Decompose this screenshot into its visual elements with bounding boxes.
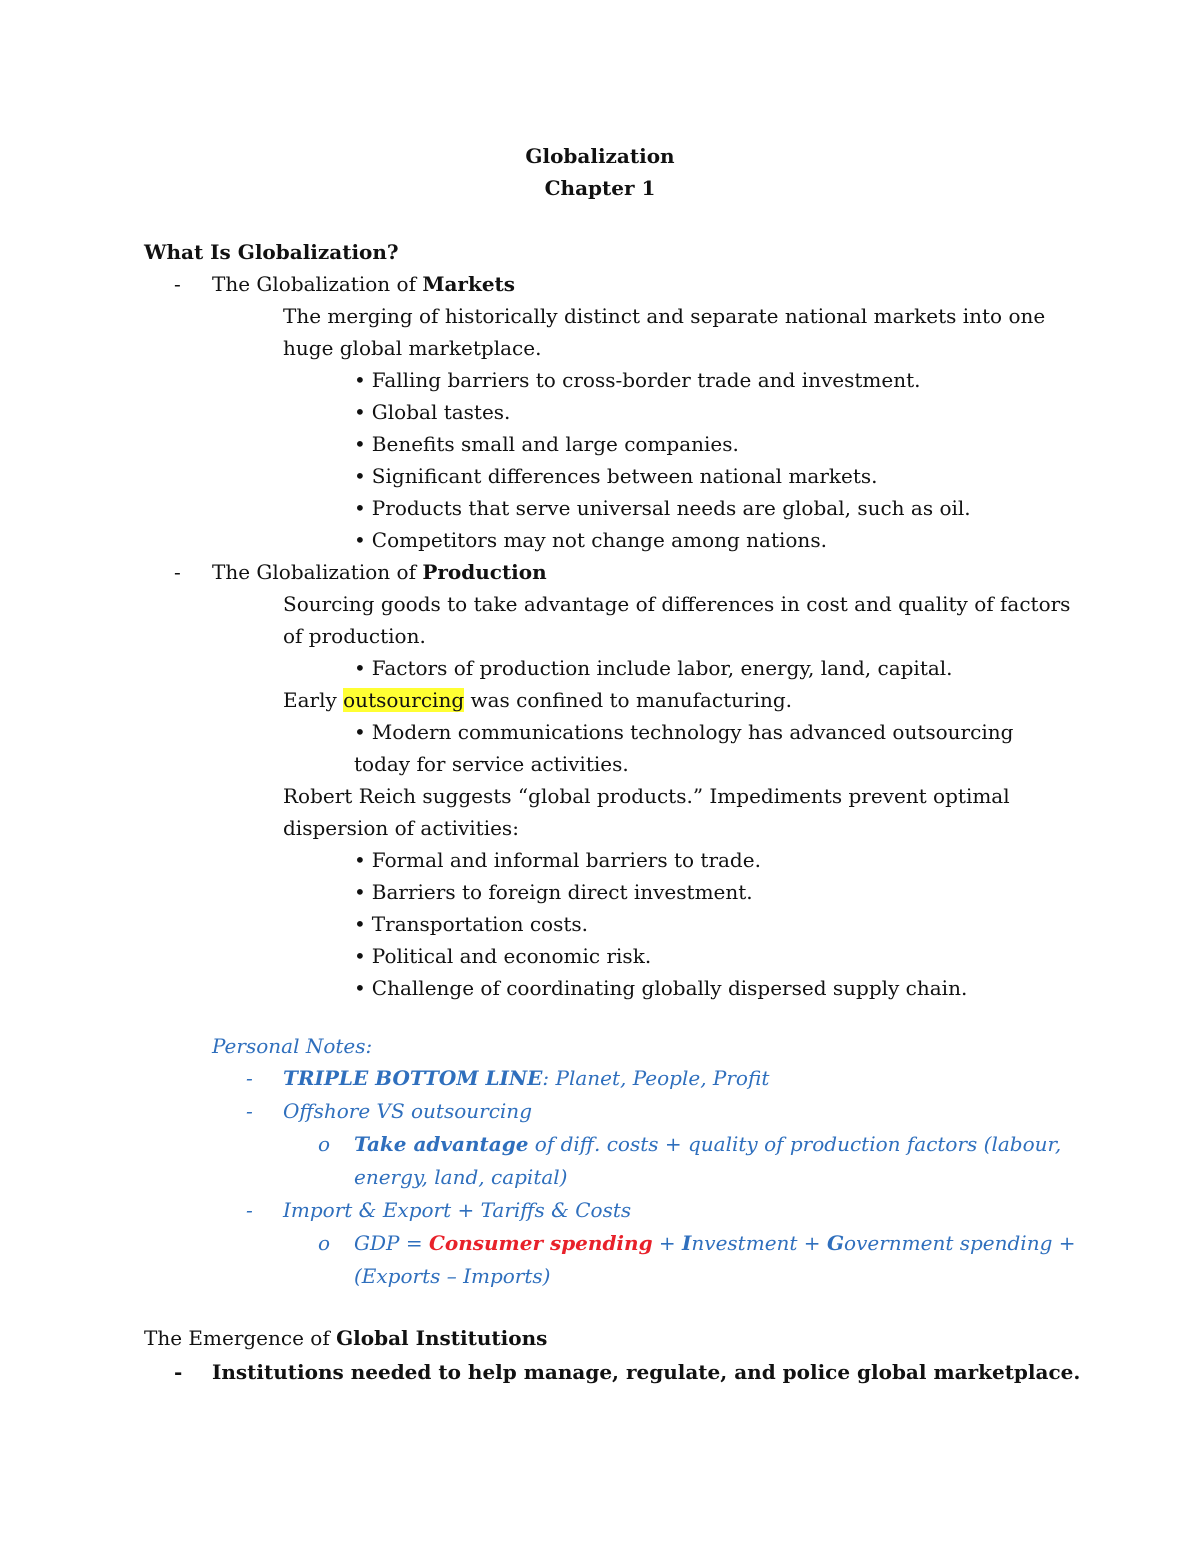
bullet-marker: • [354, 528, 366, 552]
modern-continuation: today for service activities. [354, 752, 629, 776]
list-item-text: Products that serve universal needs are global, such as oil. [371, 496, 971, 520]
note-take-rest: of diff. costs + quality of production factors (labour, [528, 1132, 1062, 1156]
list-item [354, 876, 753, 908]
dash-marker: - [174, 1360, 183, 1384]
reich-line2: dispersion of activities: [283, 816, 519, 840]
gdp-prefix: GDP = [354, 1231, 429, 1255]
circle-marker: o [318, 1231, 331, 1255]
note-tbl-bold: TRIPLE BOTTOM LINE [283, 1066, 543, 1090]
list-item [354, 428, 739, 460]
early-outsourcing-line [283, 684, 792, 716]
bullet-marker: • [354, 912, 366, 936]
personal-notes-heading: Personal Notes: [212, 1034, 373, 1058]
list-item-text: Barriers to foreign direct investment. [371, 880, 753, 904]
list-item-text: Falling barriers to cross-border trade and investment. [371, 368, 921, 392]
note-gdp-line2: (Exports – Imports) [354, 1264, 551, 1288]
bullet-marker: • [354, 400, 366, 424]
production-definition-line2: of production. [283, 624, 426, 648]
gdp-investment-rest: nvestment [691, 1231, 798, 1255]
note-take-advantage [354, 1128, 1061, 1160]
production-heading-bold: Production [422, 560, 547, 584]
gdp-plus: + [797, 1231, 827, 1255]
reich-line1: Robert Reich suggests “global products.” Impediments prevent optimal [283, 784, 1010, 808]
note-gdp-formula [354, 1227, 1076, 1259]
production-heading [212, 556, 547, 588]
list-item-text: Formal and informal barriers to trade. [371, 848, 761, 872]
document-subtitle: Chapter 1 [544, 176, 656, 200]
document-title: Globalization [525, 144, 675, 168]
gdp-consumer-spending: Consumer spending [428, 1231, 653, 1255]
note-take-advantage-line2: energy, land, capital) [354, 1165, 568, 1189]
highlighted-outsourcing: outsourcing [343, 688, 465, 712]
section2-bold: Global Institutions [336, 1326, 548, 1350]
gdp-government-initial: G [826, 1231, 845, 1255]
note-triple-bottom-line [283, 1062, 769, 1094]
list-item [354, 364, 921, 396]
note-offshore: Offshore VS outsourcing [283, 1099, 532, 1123]
gdp-investment-initial: I [682, 1231, 692, 1255]
bullet-marker: • [354, 848, 366, 872]
list-item [354, 908, 588, 940]
early-prefix: Early [283, 688, 344, 712]
markets-heading-bold: Markets [422, 272, 516, 296]
early-suffix: was confined to manufacturing. [464, 688, 793, 712]
list-item-text: Global tastes. [371, 400, 511, 424]
list-item-text: Transportation costs. [371, 912, 589, 936]
markets-heading-prefix: The Globalization of [212, 272, 423, 296]
list-item [354, 492, 971, 524]
bullet-marker: • [354, 432, 366, 456]
bullet-marker: • [354, 464, 366, 488]
list-item [354, 940, 651, 972]
list-item-text: Challenge of coordinating globally dispersed supply chain. [371, 976, 968, 1000]
section2-prefix: The Emergence of [144, 1326, 337, 1350]
section-heading-global-institutions [144, 1322, 547, 1354]
list-item-text: Competitors may not change among nations. [371, 528, 827, 552]
markets-heading [212, 268, 515, 300]
production-heading-prefix: The Globalization of [212, 560, 423, 584]
list-item-text: Political and economic risk. [371, 944, 652, 968]
section-heading-what-is-globalization: What Is Globalization? [144, 240, 399, 264]
list-item-text: Factors of production include labor, energy, land, capital. [371, 656, 953, 680]
note-take-bold: Take advantage [354, 1132, 529, 1156]
bullet-marker: • [354, 944, 366, 968]
list-item-text: Significant differences between national markets. [371, 464, 878, 488]
bullet-marker: • [354, 976, 366, 1000]
list-item [354, 524, 827, 556]
dash-marker: - [246, 1099, 253, 1123]
note-import-export: Import & Export + Tariffs & Costs [283, 1198, 632, 1222]
list-item-text: Modern communications technology has advanced outsourcing [371, 720, 1014, 744]
markets-definition-line1: The merging of historically distinct and separate national markets into one [283, 304, 1046, 328]
list-item [354, 716, 1013, 748]
production-definition-line1: Sourcing goods to take advantage of differences in cost and quality of factors [283, 592, 1071, 616]
list-item [354, 844, 761, 876]
list-item [354, 396, 510, 428]
gdp-government-rest: overnment spending + [844, 1231, 1076, 1255]
note-tbl-rest: : Planet, People, Profit [542, 1066, 770, 1090]
gdp-plus: + [652, 1231, 683, 1255]
bullet-marker: • [354, 496, 366, 520]
bullet-marker: • [354, 720, 366, 744]
dash-marker: - [246, 1066, 253, 1090]
dash-marker: - [174, 272, 181, 296]
bullet-marker: • [354, 656, 366, 680]
list-item-text: Benefits small and large companies. [371, 432, 739, 456]
dash-marker: - [174, 560, 181, 584]
circle-marker: o [318, 1132, 331, 1156]
institutions-bullet: Institutions needed to help manage, regulate, and police global marketplace. [212, 1360, 1081, 1384]
bullet-marker: • [354, 368, 366, 392]
markets-definition-line2: huge global marketplace. [283, 336, 542, 360]
list-item [354, 972, 967, 1004]
bullet-marker: • [354, 880, 366, 904]
list-item [354, 460, 878, 492]
dash-marker: - [246, 1198, 253, 1222]
list-item [354, 652, 953, 684]
